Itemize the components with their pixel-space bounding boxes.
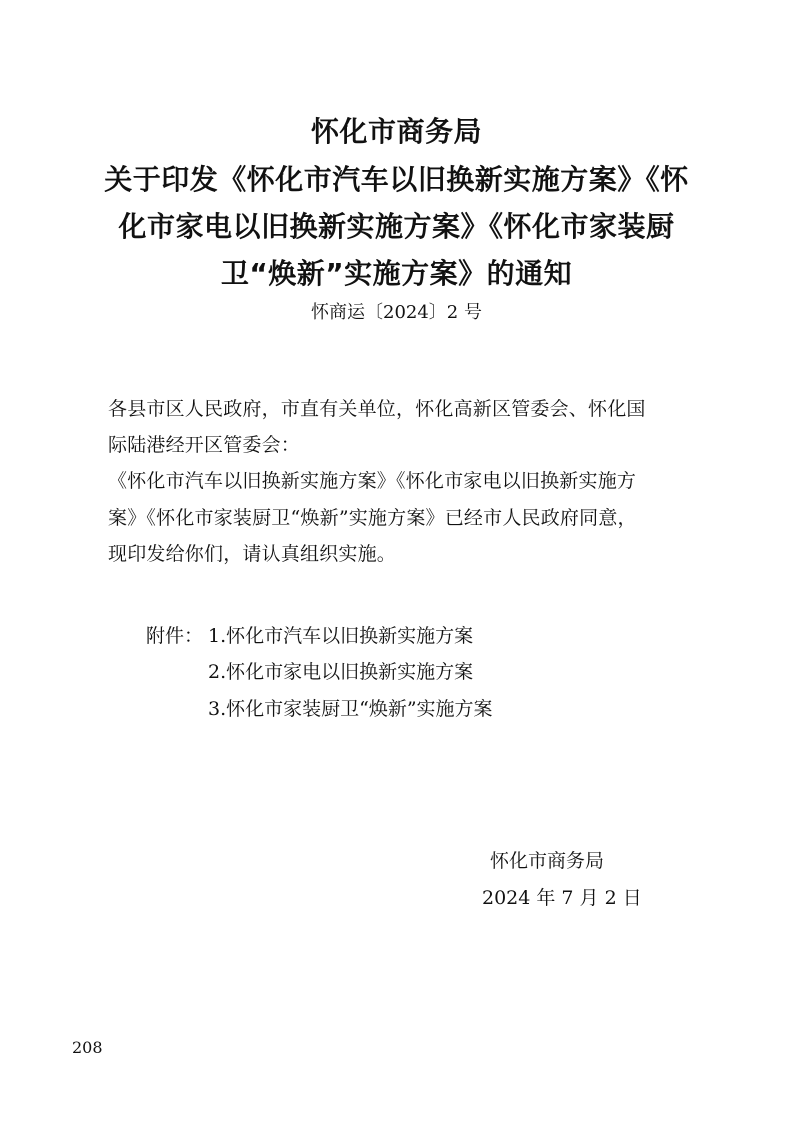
attachment-item-1: 1.怀化市汽车以旧换新实施方案 <box>208 625 474 647</box>
attachment-item-3: 3.怀化市家装厨卫“焕新”实施方案 <box>208 698 493 720</box>
recipients-line-1: 各县市区人民政府，市直有关单位，怀化高新区管委会、怀化国 <box>108 398 646 420</box>
document-title-line-4: 卫“焕新”实施方案》的通知 <box>220 257 573 290</box>
attachment-item-2: 2.怀化市家电以旧换新实施方案 <box>208 661 474 683</box>
body-paragraph-line-2: 案》《怀化市家装厨卫“焕新”实施方案》已经市人民政府同意， <box>108 507 637 529</box>
attachments-label: 附件： <box>146 625 204 647</box>
document-title-line-1: 怀化市商务局 <box>310 115 482 148</box>
document-title-line-2: 关于印发《怀化市汽车以旧换新实施方案》《怀 <box>104 163 689 196</box>
signature-date: 2024 年 7 月 2 日 <box>482 887 642 909</box>
document-number: 怀商运〔2024〕2 号 <box>311 302 482 323</box>
page-number: 208 <box>72 1038 103 1057</box>
body-paragraph-line-1: 《怀化市汽车以旧换新实施方案》《怀化市家电以旧换新实施方 <box>108 470 637 492</box>
body-paragraph-line-3: 现印发给你们，请认真组织实施。 <box>108 543 397 565</box>
recipients-line-2: 际陆港经开区管委会： <box>108 434 301 456</box>
signature-organization: 怀化市商务局 <box>490 850 605 872</box>
document-title-line-3: 化市家电以旧换新实施方案》《怀化市家装厨 <box>118 210 675 243</box>
